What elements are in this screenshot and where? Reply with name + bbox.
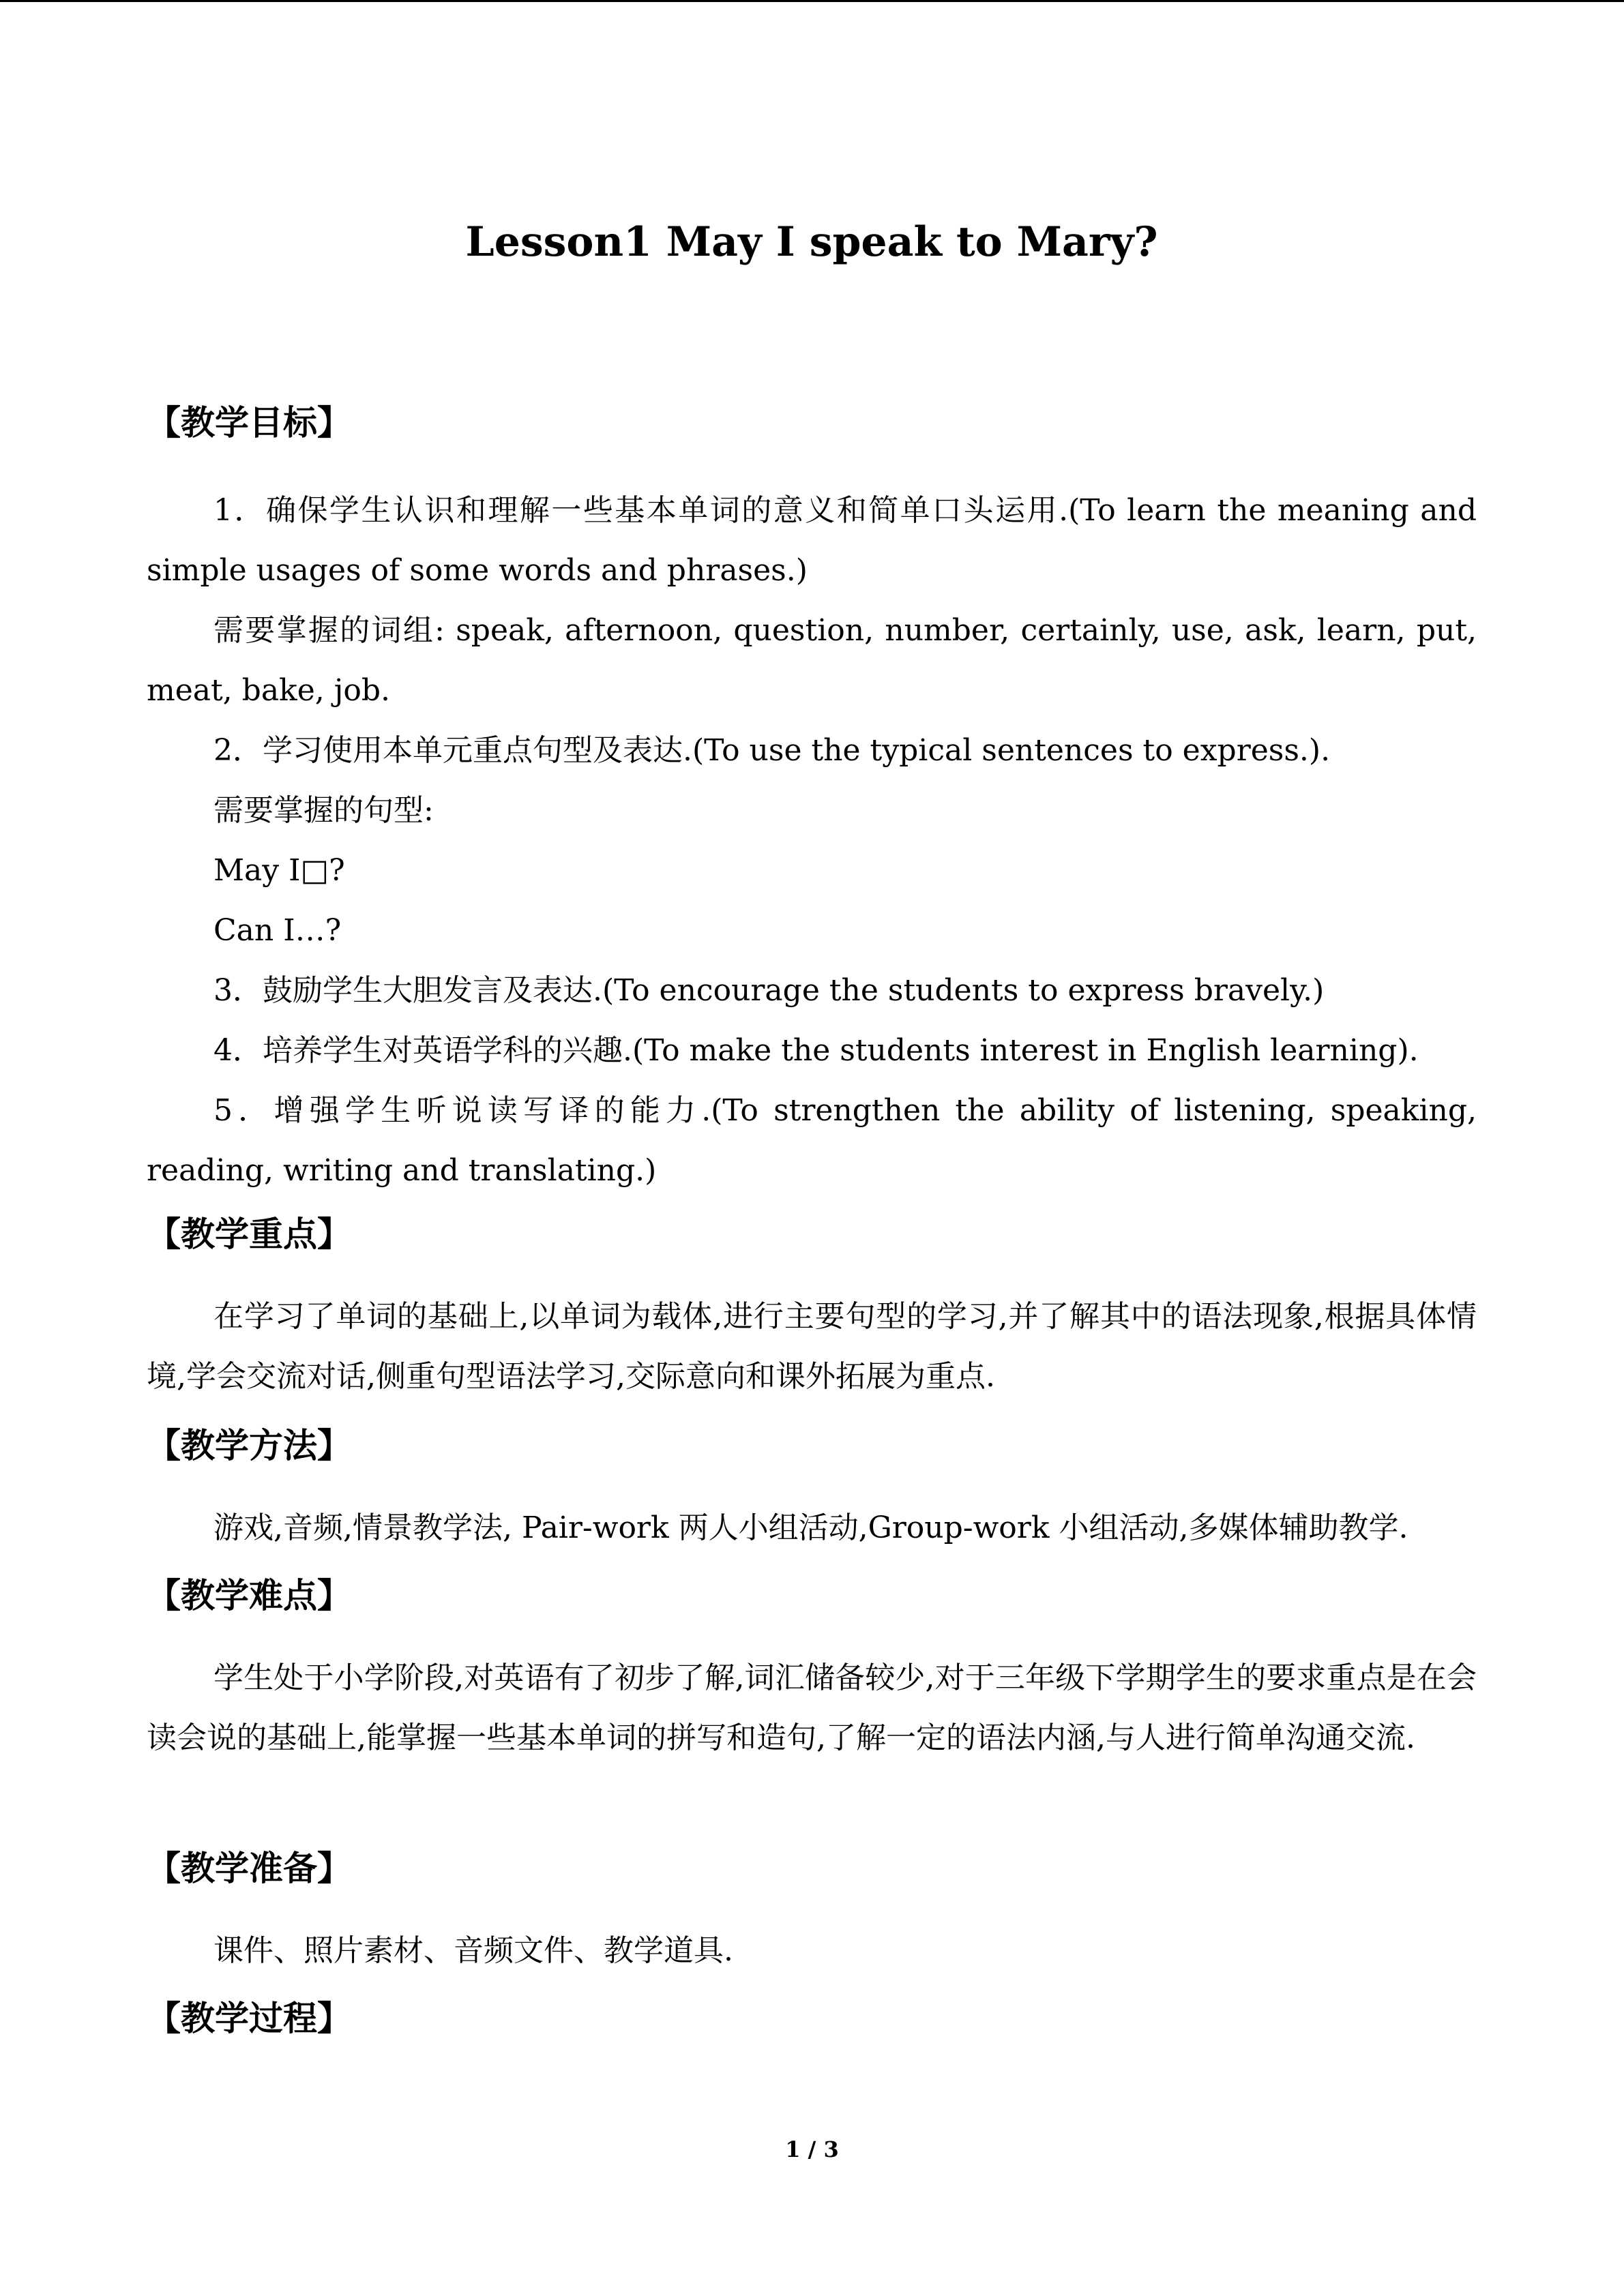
- page-number: 1 / 3: [785, 2136, 839, 2162]
- heading-teaching-preparation: 【教学准备】: [147, 1848, 351, 1888]
- teaching-difficulties-text: 学生处于小学阶段,对英语有了初步了解,词汇储备较少,对于三年级下学期学生的要求重点是在会读会说的基础上,能掌握一些基本单词的拼写和造句,了解一定的语法内涵,与人进行简单沟通交流.: [147, 1660, 1477, 1755]
- goal-item-1: 1．确保学生认识和理解一些基本单词的意义和简单口头运用.(To learn the meaning and simple usages of some words and phrases.): [147, 493, 1477, 588]
- goal-vocabulary: 需要掌握的词组: speak, afternoon, question, number, certainly, use, ask, learn, put, meat, bake, job.: [147, 613, 1477, 708]
- teaching-focus-text: 在学习了单词的基础上,以单词为载体,进行主要句型的学习,并了解其中的语法现象,根据具体情境,学会交流对话,侧重句型语法学习,交际意向和课外拓展为重点.: [147, 1299, 1477, 1394]
- heading-teaching-difficulties: 【教学难点】: [147, 1575, 351, 1615]
- goal-sentence-patterns-label: 需要掌握的句型:: [213, 793, 434, 828]
- teaching-methods-text: 游戏,音频,情景教学法, Pair-work 两人小组活动,Group-work 小组活动,多媒体辅助教学.: [213, 1510, 1408, 1545]
- goal-sentence-pattern-may: May I□?: [213, 853, 345, 888]
- heading-teaching-goals: 【教学目标】: [147, 402, 351, 443]
- teaching-preparation-text: 课件、照片素材、音频文件、教学道具.: [213, 1933, 733, 1968]
- goal-item-5: 5．增强学生听说读写译的能力.(To strengthen the ability of listening, speaking, reading, writing and translating.): [147, 1093, 1477, 1188]
- goal-item-4: 4．培养学生对英语学科的兴趣.(To make the students interest in English learning).: [213, 1033, 1419, 1068]
- goal-sentence-pattern-can: Can I…?: [213, 913, 342, 948]
- heading-teaching-process: 【教学过程】: [147, 1998, 351, 2038]
- heading-teaching-focus: 【教学重点】: [147, 1214, 351, 1254]
- goal-item-3: 3．鼓励学生大胆发言及表达.(To encourage the students to express bravely.): [213, 973, 1325, 1008]
- heading-teaching-methods: 【教学方法】: [147, 1425, 351, 1465]
- document-title: Lesson1 May I speak to Mary?: [465, 218, 1158, 266]
- page-top-border: [0, 0, 1624, 2]
- goal-item-2: 2．学习使用本单元重点句型及表达.(To use the typical sentences to express.).: [213, 733, 1331, 768]
